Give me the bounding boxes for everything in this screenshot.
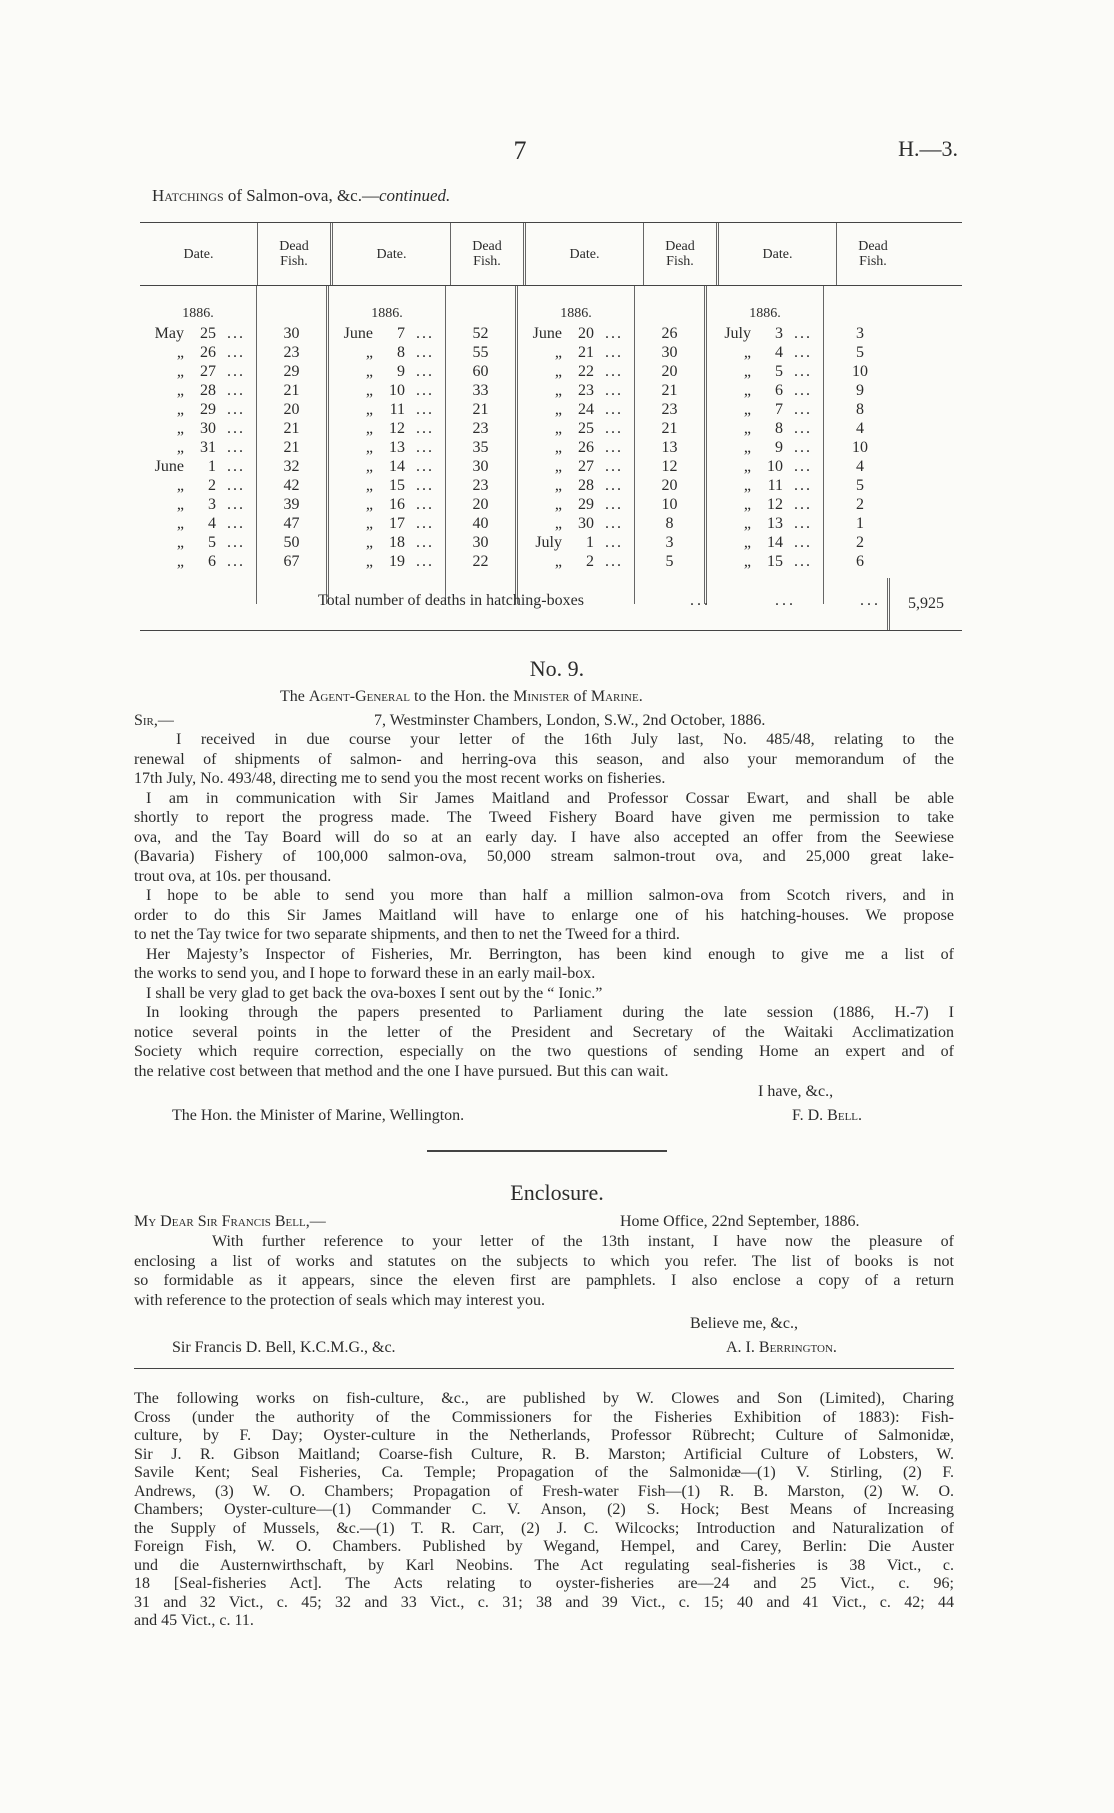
date-cell: „ 30 ... <box>554 515 623 532</box>
text-line: 31 and 32 Vict., c. 45; 32 and 33 Vict., c. 31; 38 and 39 Vict., c. 15; 40 and 41 Vict., c. 42; 44 <box>134 1593 954 1611</box>
date-cell: „ 7 ... <box>743 401 812 418</box>
dead-fish-column <box>635 286 707 604</box>
header-date: Date. <box>140 223 258 285</box>
enclosure-signature: A. I. Berrington. <box>726 1339 837 1356</box>
date-cell: „ 24 ... <box>554 401 623 418</box>
date-cell: July 3 ... <box>724 325 812 342</box>
date-cell: „ 29 ... <box>554 496 623 513</box>
dead-fish-cell: 40 <box>472 515 489 532</box>
text-line: Chambers; Oyster-culture—(1) Commander C. V. Anson, (2) S. Hock; Best Means of Increasing <box>134 1501 954 1518</box>
date-cell: „ 5 ... <box>176 534 245 551</box>
dead-fish-cell: 50 <box>283 534 300 551</box>
date-cell: „ 28 ... <box>176 382 245 399</box>
dead-fish-cell: 12 <box>661 458 678 475</box>
year-label: 1886. <box>371 306 403 321</box>
date-cell: „ 3 ... <box>176 496 245 513</box>
date-cell: „ 21 ... <box>554 344 623 361</box>
header-date: Date. <box>719 223 837 285</box>
enclosure-closing: Believe me, &c., <box>690 1315 798 1332</box>
text-line: Her Majesty’s Inspector of Fisheries, Mr. Berrington, has been kind enough to give me a list of <box>146 945 954 963</box>
dead-fish-cell: 23 <box>661 401 678 418</box>
dead-fish-cell: 2 <box>856 534 864 551</box>
dead-fish-column <box>824 286 896 604</box>
date-cell: „ 10 ... <box>365 382 434 399</box>
date-cell: „ 18 ... <box>365 534 434 551</box>
dead-fish-cell: 30 <box>472 458 489 475</box>
date-cell: „ 22 ... <box>554 363 623 380</box>
dead-fish-cell: 3 <box>856 325 864 342</box>
date-cell: „ 31 ... <box>176 439 245 456</box>
text-line: to net the Tay twice for two separate shipments, and then to net the Tweed for a third. <box>134 926 680 943</box>
header-dead-fish: Dead Fish. <box>258 223 333 285</box>
date-cell: „ 19 ... <box>365 553 434 570</box>
dead-fish-cell: 10 <box>852 363 868 380</box>
dead-fish-cell: 30 <box>472 534 489 551</box>
letter-signature: F. D. Bell. <box>792 1107 863 1124</box>
text-line: The following works on fish-culture, &c., are published by W. Clowes and Son (Limited), Charing <box>134 1390 954 1407</box>
caption-rest: of Salmon-ova, &c.— <box>223 186 379 205</box>
dead-fish-cell: 20 <box>661 363 678 380</box>
date-cell: „ 14 ... <box>365 458 434 475</box>
text-line: I shall be very glad to get back the ova-boxes I sent out by the “ Ionic.” <box>146 984 603 1002</box>
year-label: 1886. <box>560 306 592 321</box>
date-cell: June 7 ... <box>343 325 434 342</box>
date-column <box>707 286 824 604</box>
letter-salutation: Sir,— <box>134 712 174 729</box>
dead-fish-cell: 21 <box>661 420 678 437</box>
text-line: With further reference to your letter of the 13th instant, I have now the pleasure of <box>212 1233 954 1250</box>
dead-fish-cell: 21 <box>283 382 300 399</box>
dead-fish-cell: 23 <box>472 420 489 437</box>
dead-fish-cell: 30 <box>283 325 300 342</box>
dead-fish-cell: 5 <box>856 477 864 494</box>
text-line: shortly to report the progress made. The Tweed Fishery Board have given me permission to take <box>134 809 954 826</box>
dead-fish-cell: 9 <box>856 382 864 399</box>
dead-fish-cell: 21 <box>283 439 300 456</box>
text-line: notice several points in the letter of the President and Secretary of the Waitaki Acclimatization <box>134 1023 954 1041</box>
dead-fish-cell: 8 <box>856 401 864 418</box>
total-label: Total number of deaths in hatching-boxes <box>318 592 584 609</box>
date-cell: „ 5 ... <box>743 363 812 380</box>
letter-address: 7, Westminster Chambers, London, S.W., 2nd October, 1886. <box>374 712 766 729</box>
date-cell: „ 4 ... <box>743 344 812 361</box>
table-header-row <box>140 222 962 286</box>
enclosure-salutation: My Dear Sir Francis Bell,— <box>134 1213 326 1230</box>
caption-lead: Hatchings <box>152 186 224 205</box>
date-cell: „ 30 ... <box>176 420 245 437</box>
text-line: und die Austernwirthschaft, by Karl Neobins. The Act regulating seal-fisheries is 38 Vict., c. <box>134 1556 954 1574</box>
dead-fish-cell: 8 <box>665 515 674 532</box>
letter-recipient: The Hon. the Minister of Marine, Wellington. <box>172 1107 465 1124</box>
dead-fish-cell: 23 <box>472 477 489 494</box>
text-line: Savile Kent; Seal Fisheries, Ca. Temple; Propagation of the Salmonidæ—(1) V. Stirling, (2) F. <box>134 1464 954 1481</box>
dead-fish-cell: 39 <box>283 496 300 513</box>
text-line: and 45 Vict., c. 11. <box>134 1612 254 1629</box>
dead-fish-cell: 60 <box>472 363 489 380</box>
date-cell: „ 2 ... <box>554 553 623 570</box>
dead-fish-cell: 10 <box>661 496 678 513</box>
date-column <box>518 286 635 604</box>
dead-fish-column <box>446 286 518 604</box>
caption-continued: continued. <box>378 186 451 205</box>
date-cell: „ 12 ... <box>365 420 434 437</box>
date-cell: „ 29 ... <box>176 401 245 418</box>
header-dead-fish: Dead Fish. <box>451 223 526 285</box>
dead-fish-cell: 13 <box>661 439 678 456</box>
dead-fish-cell: 21 <box>472 401 489 418</box>
header-dead-fish: Dead Fish. <box>644 223 719 285</box>
header-date: Date. <box>526 223 644 285</box>
total-leader-dots: ... ... ... <box>690 592 881 609</box>
dead-fish-column <box>257 286 329 604</box>
dead-fish-cell: 35 <box>472 439 489 456</box>
dead-fish-cell: 30 <box>661 344 678 361</box>
total-value: 5,925 <box>887 578 962 630</box>
dead-fish-cell: 52 <box>472 325 489 342</box>
dead-fish-cell: 20 <box>472 496 489 513</box>
text-line: ova, and the Tay Board will do so at an early day. I have also accepted an offer from the Seewiese <box>134 828 954 846</box>
text-line: 18 [Seal-fisheries Act]. The Acts relating to oyster-fisheries are—24 and 25 Vict., c. 96; <box>134 1575 954 1592</box>
dead-fish-cell: 33 <box>472 382 489 399</box>
dead-fish-cell: 6 <box>856 553 864 570</box>
year-label: 1886. <box>749 306 781 321</box>
letter-title: The Agent-General to the Hon. the Minister of Marine. <box>280 688 643 705</box>
text-line: with reference to the protection of seals which may interest you. <box>134 1291 545 1309</box>
date-cell: „ 2 ... <box>176 477 245 494</box>
year-label: 1886. <box>182 306 214 321</box>
dead-fish-cell: 10 <box>852 439 868 456</box>
date-column <box>140 286 257 604</box>
text-line: culture, by F. Day; Oyster-culture in the Netherlands, Professor Rübrecht; Culture of Salmonidæ, <box>134 1427 954 1444</box>
dead-fish-cell: 2 <box>856 496 864 513</box>
date-cell: „ 13 ... <box>365 439 434 456</box>
dead-fish-cell: 3 <box>665 534 674 551</box>
date-cell: „ 4 ... <box>176 515 245 532</box>
date-cell: June 1 ... <box>154 458 245 475</box>
dead-fish-cell: 4 <box>856 458 864 475</box>
document-code: H.—3. <box>898 136 958 161</box>
dead-fish-cell: 1 <box>856 515 864 532</box>
header-dead-fish: Dead Fish. <box>858 239 888 269</box>
enclosure-address: Home Office, 22nd September, 1886. <box>620 1213 860 1230</box>
dead-fish-cell: 55 <box>472 344 489 361</box>
table-caption <box>152 186 450 206</box>
date-cell: „ 9 ... <box>743 439 812 456</box>
date-cell: „ 11 ... <box>743 477 812 494</box>
date-cell: „ 9 ... <box>365 363 434 380</box>
date-cell: „ 12 ... <box>743 496 812 513</box>
dead-fish-cell: 67 <box>283 553 300 570</box>
date-cell: „ 15 ... <box>365 477 434 494</box>
text-line: enclosing a list of works and statutes on the subjects to which you refer. The list of books is not <box>134 1252 954 1270</box>
text-line: renewal of shipments of salmon- and herring-ova this season, and also your memorandum of the <box>134 750 954 768</box>
date-cell: „ 16 ... <box>365 496 434 513</box>
date-cell: June 20 ... <box>532 325 623 342</box>
date-cell: „ 26 ... <box>554 439 623 456</box>
text-line: the Supply of Mussels, &c.—(1) T. R. Carr, (2) J. C. Wilcocks; Introduction and Naturalization of <box>134 1519 954 1537</box>
text-line: 17th July, No. 493/48, directing me to send you the most recent works on fisheries. <box>134 770 666 787</box>
text-line: Cross (under the authority of the Commissioners for the Fisheries Exhibition of 1883): Fish- <box>134 1408 954 1426</box>
page-number: 7 <box>513 136 527 165</box>
dead-fish-cell: 21 <box>661 382 678 399</box>
date-cell: „ 11 ... <box>365 401 434 418</box>
dead-fish-cell: 22 <box>472 553 489 570</box>
dead-fish-cell: 23 <box>283 344 300 361</box>
text-line: I am in communication with Sir James Maitland and Professor Cossar Ewart, and shall be able <box>146 789 954 807</box>
date-cell: „ 28 ... <box>554 477 623 494</box>
dead-fish-cell: 20 <box>283 401 300 418</box>
enclosure-heading: Enclosure. <box>510 1180 604 1205</box>
text-line: (Bavaria) Fishery of 100,000 salmon-ova, 50,000 stream salmon-trout ova, and 25,000 great lake- <box>134 848 954 865</box>
dead-fish-cell: 21 <box>283 420 300 437</box>
text-line: the works to send you, and I hope to forward these in an early mail-box. <box>134 965 596 982</box>
table-body <box>140 286 962 604</box>
date-cell: „ 6 ... <box>743 382 812 399</box>
date-cell: „ 8 ... <box>743 420 812 437</box>
dead-fish-cell: 5 <box>856 344 864 361</box>
text-line: trout ova, at 10s. per thousand. <box>134 867 332 885</box>
date-cell: „ 27 ... <box>554 458 623 475</box>
text-line: In looking through the papers presented to Parliament during the late session (1886, H.-7) I <box>146 1004 954 1021</box>
section-divider <box>134 1368 954 1369</box>
date-cell: July 1 ... <box>535 534 623 551</box>
header-date: Date. <box>333 223 451 285</box>
dead-fish-cell: 26 <box>661 325 678 342</box>
date-cell: „ 6 ... <box>176 553 245 570</box>
date-cell: „ 17 ... <box>365 515 434 532</box>
text-line: I received in due course your letter of the 16th July last, No. 485/48, relating to the <box>176 731 954 748</box>
text-line: I hope to be able to send you more than half a million salmon-ova from Scotch rivers, and in <box>146 887 954 904</box>
total-row <box>140 578 962 631</box>
enclosure-recipient: Sir Francis D. Bell, K.C.M.G., &c. <box>172 1339 396 1356</box>
date-cell: „ 10 ... <box>743 458 812 475</box>
hatchings-table <box>140 222 962 604</box>
dead-fish-cell: 32 <box>283 458 300 475</box>
text-line: order to do this Sir James Maitland will have to enlarge one of his hatching-houses. We propose <box>134 906 954 924</box>
date-cell: „ 25 ... <box>554 420 623 437</box>
dead-fish-cell: 47 <box>283 515 300 532</box>
date-cell: „ 23 ... <box>554 382 623 399</box>
date-cell: „ 14 ... <box>743 534 812 551</box>
dead-fish-cell: 4 <box>856 420 864 437</box>
dead-fish-cell: 42 <box>283 477 300 494</box>
section-divider <box>427 1150 667 1152</box>
dead-fish-cell: 20 <box>661 477 678 494</box>
letter-closing: I have, &c., <box>758 1083 834 1100</box>
date-cell: „ 26 ... <box>176 344 245 361</box>
date-cell: „ 13 ... <box>743 515 812 532</box>
text-line: Society which require correction, especially on the two questions of sending Home an expert and of <box>134 1043 954 1060</box>
text-line: Sir J. R. Gibson Maitland; Coarse-fish Culture, R. B. Marston; Artificial Culture of Lobsters, W. <box>134 1445 954 1463</box>
text-line: the relative cost between that method and the one I have pursued. But this can wait. <box>134 1062 669 1080</box>
date-column <box>329 286 446 604</box>
text-line: Foreign Fish, W. O. Chambers. Published by Wegand, Hempel, and Carey, Berlin: Die Auster <box>134 1538 954 1555</box>
text-line: so formidable as it appears, since the eleven first are pamphlets. I also enclose a copy of a return <box>134 1272 954 1289</box>
dead-fish-cell: 5 <box>665 553 674 570</box>
dead-fish-cell: 29 <box>283 363 300 380</box>
date-cell: „ 27 ... <box>176 363 245 380</box>
letter-number: No. 9. <box>529 656 585 681</box>
date-cell: „ 15 ... <box>743 553 812 570</box>
text-line: Andrews, (3) W. O. Chambers; Propagation of Fresh-water Fish—(1) R. B. Marston, (2) W. O. <box>134 1482 954 1500</box>
date-cell: May 25 ... <box>154 325 245 342</box>
date-cell: „ 8 ... <box>365 344 434 361</box>
